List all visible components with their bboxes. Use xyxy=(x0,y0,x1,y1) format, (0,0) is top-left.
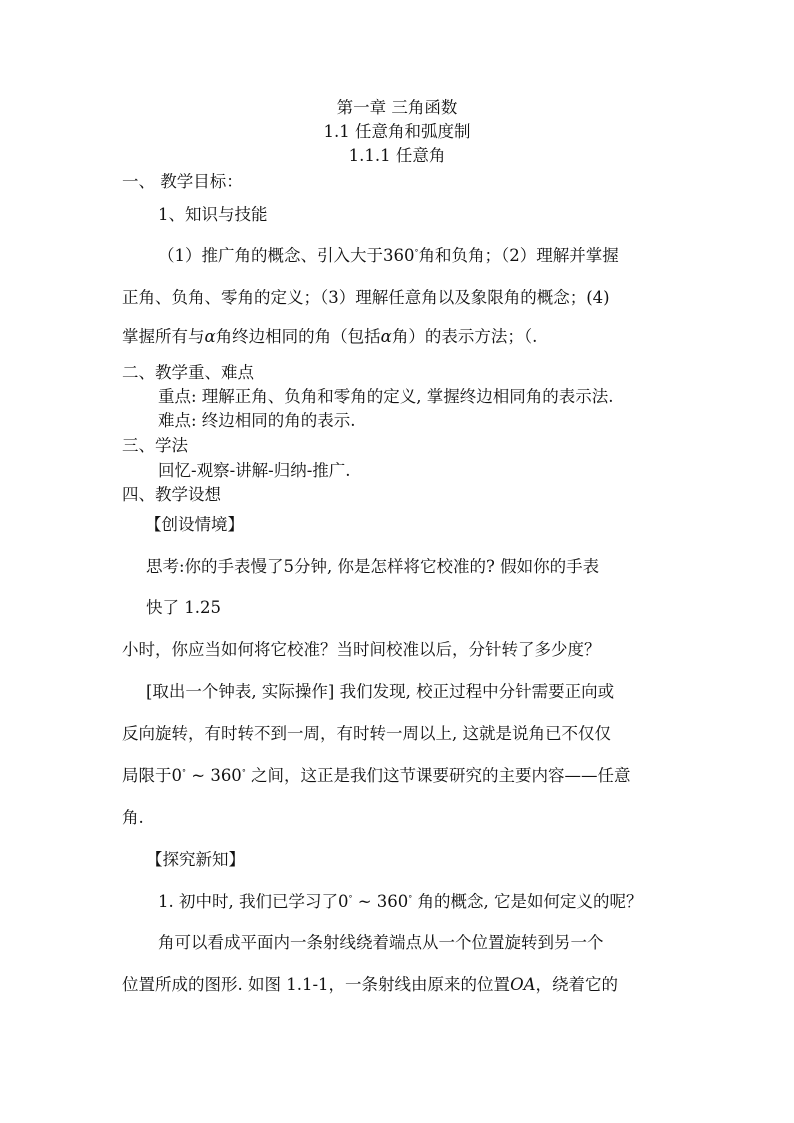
definition-line-2: 位置所成的图形. 如图 1.1-1，一条射线由原来的位置OA，绕着它的 xyxy=(122,975,619,994)
think-line-3: 小时，你应当如何将它校准？当时间校准以后，分针转了多少度？ xyxy=(122,640,601,659)
demo-line-3: 局限于0° ~ 360° 之间，这正是我们这节课要研究的主要内容——任意 xyxy=(122,766,631,785)
title-section: 1.1 任意角和弧度制 xyxy=(323,122,471,141)
alpha-symbol: α xyxy=(204,327,216,346)
demo-line-4: 角. xyxy=(122,808,144,827)
question-1: 1. 初中时, 我们已学习了0° ~ 360° 角的概念, 它是如何定义的呢？ xyxy=(158,892,643,911)
scenario-title: 【创设情境】 xyxy=(145,515,244,534)
ray-label-oa: OA xyxy=(510,975,536,994)
degree-symbol: ° xyxy=(348,894,353,903)
keypoint-difficult: 难点: 终边相同的角的表示. xyxy=(158,411,356,430)
keypoint-important: 重点: 理解正角、负角和零角的定义, 掌握终边相同角的表示法. xyxy=(158,387,614,406)
heading-objectives: 一、 教学目标： xyxy=(122,172,243,191)
demo-line-1: [取出一个钟表, 实际操作] 我们发现, 校正过程中分针需要正向或 xyxy=(146,682,615,701)
title-chapter: 第一章 三角函数 xyxy=(336,98,458,117)
heading-method: 三、学法 xyxy=(122,436,188,455)
degree-symbol: ° xyxy=(241,768,246,777)
demo-line-2: 反向旋转，有时转不到一周，有时转一周以上, 这就是说角已不仅仅 xyxy=(122,724,611,743)
alpha-symbol: α xyxy=(380,327,392,346)
method-text: 回忆-观察-讲解-归纳-推广. xyxy=(158,461,351,480)
degree-symbol: ° xyxy=(408,894,413,903)
explore-title: 【探究新知】 xyxy=(146,850,245,869)
objective-line-3: 掌握所有与α角终边相同的角（包括α角）的表示方法；（. xyxy=(122,327,538,346)
degree-symbol: ° xyxy=(414,248,419,257)
objective-line-2: 正角、负角、零角的定义；（3）理解任意角以及象限角的概念；(4) xyxy=(122,288,610,307)
subheading-knowledge-skills: 1、知识与技能 xyxy=(158,205,268,224)
degree-symbol: ° xyxy=(182,768,186,777)
definition-line-1: 角可以看成平面内一条射线绕着端点从一个位置旋转到另一个 xyxy=(158,933,604,952)
title-subsection: 1.1.1 任意角 xyxy=(348,146,446,165)
think-line-2: 快了 1.25 xyxy=(146,598,221,617)
think-line-1: 思考:你的手表慢了5分钟, 你是怎样将它校准的? 假如你的手表 xyxy=(146,557,600,576)
heading-design: 四、教学设想 xyxy=(122,485,221,504)
heading-keypoints: 二、教学重、难点 xyxy=(122,363,254,382)
objective-line-1: （1）推广角的概念、引入大于360°角和负角；（2）理解并掌握 xyxy=(158,246,619,265)
